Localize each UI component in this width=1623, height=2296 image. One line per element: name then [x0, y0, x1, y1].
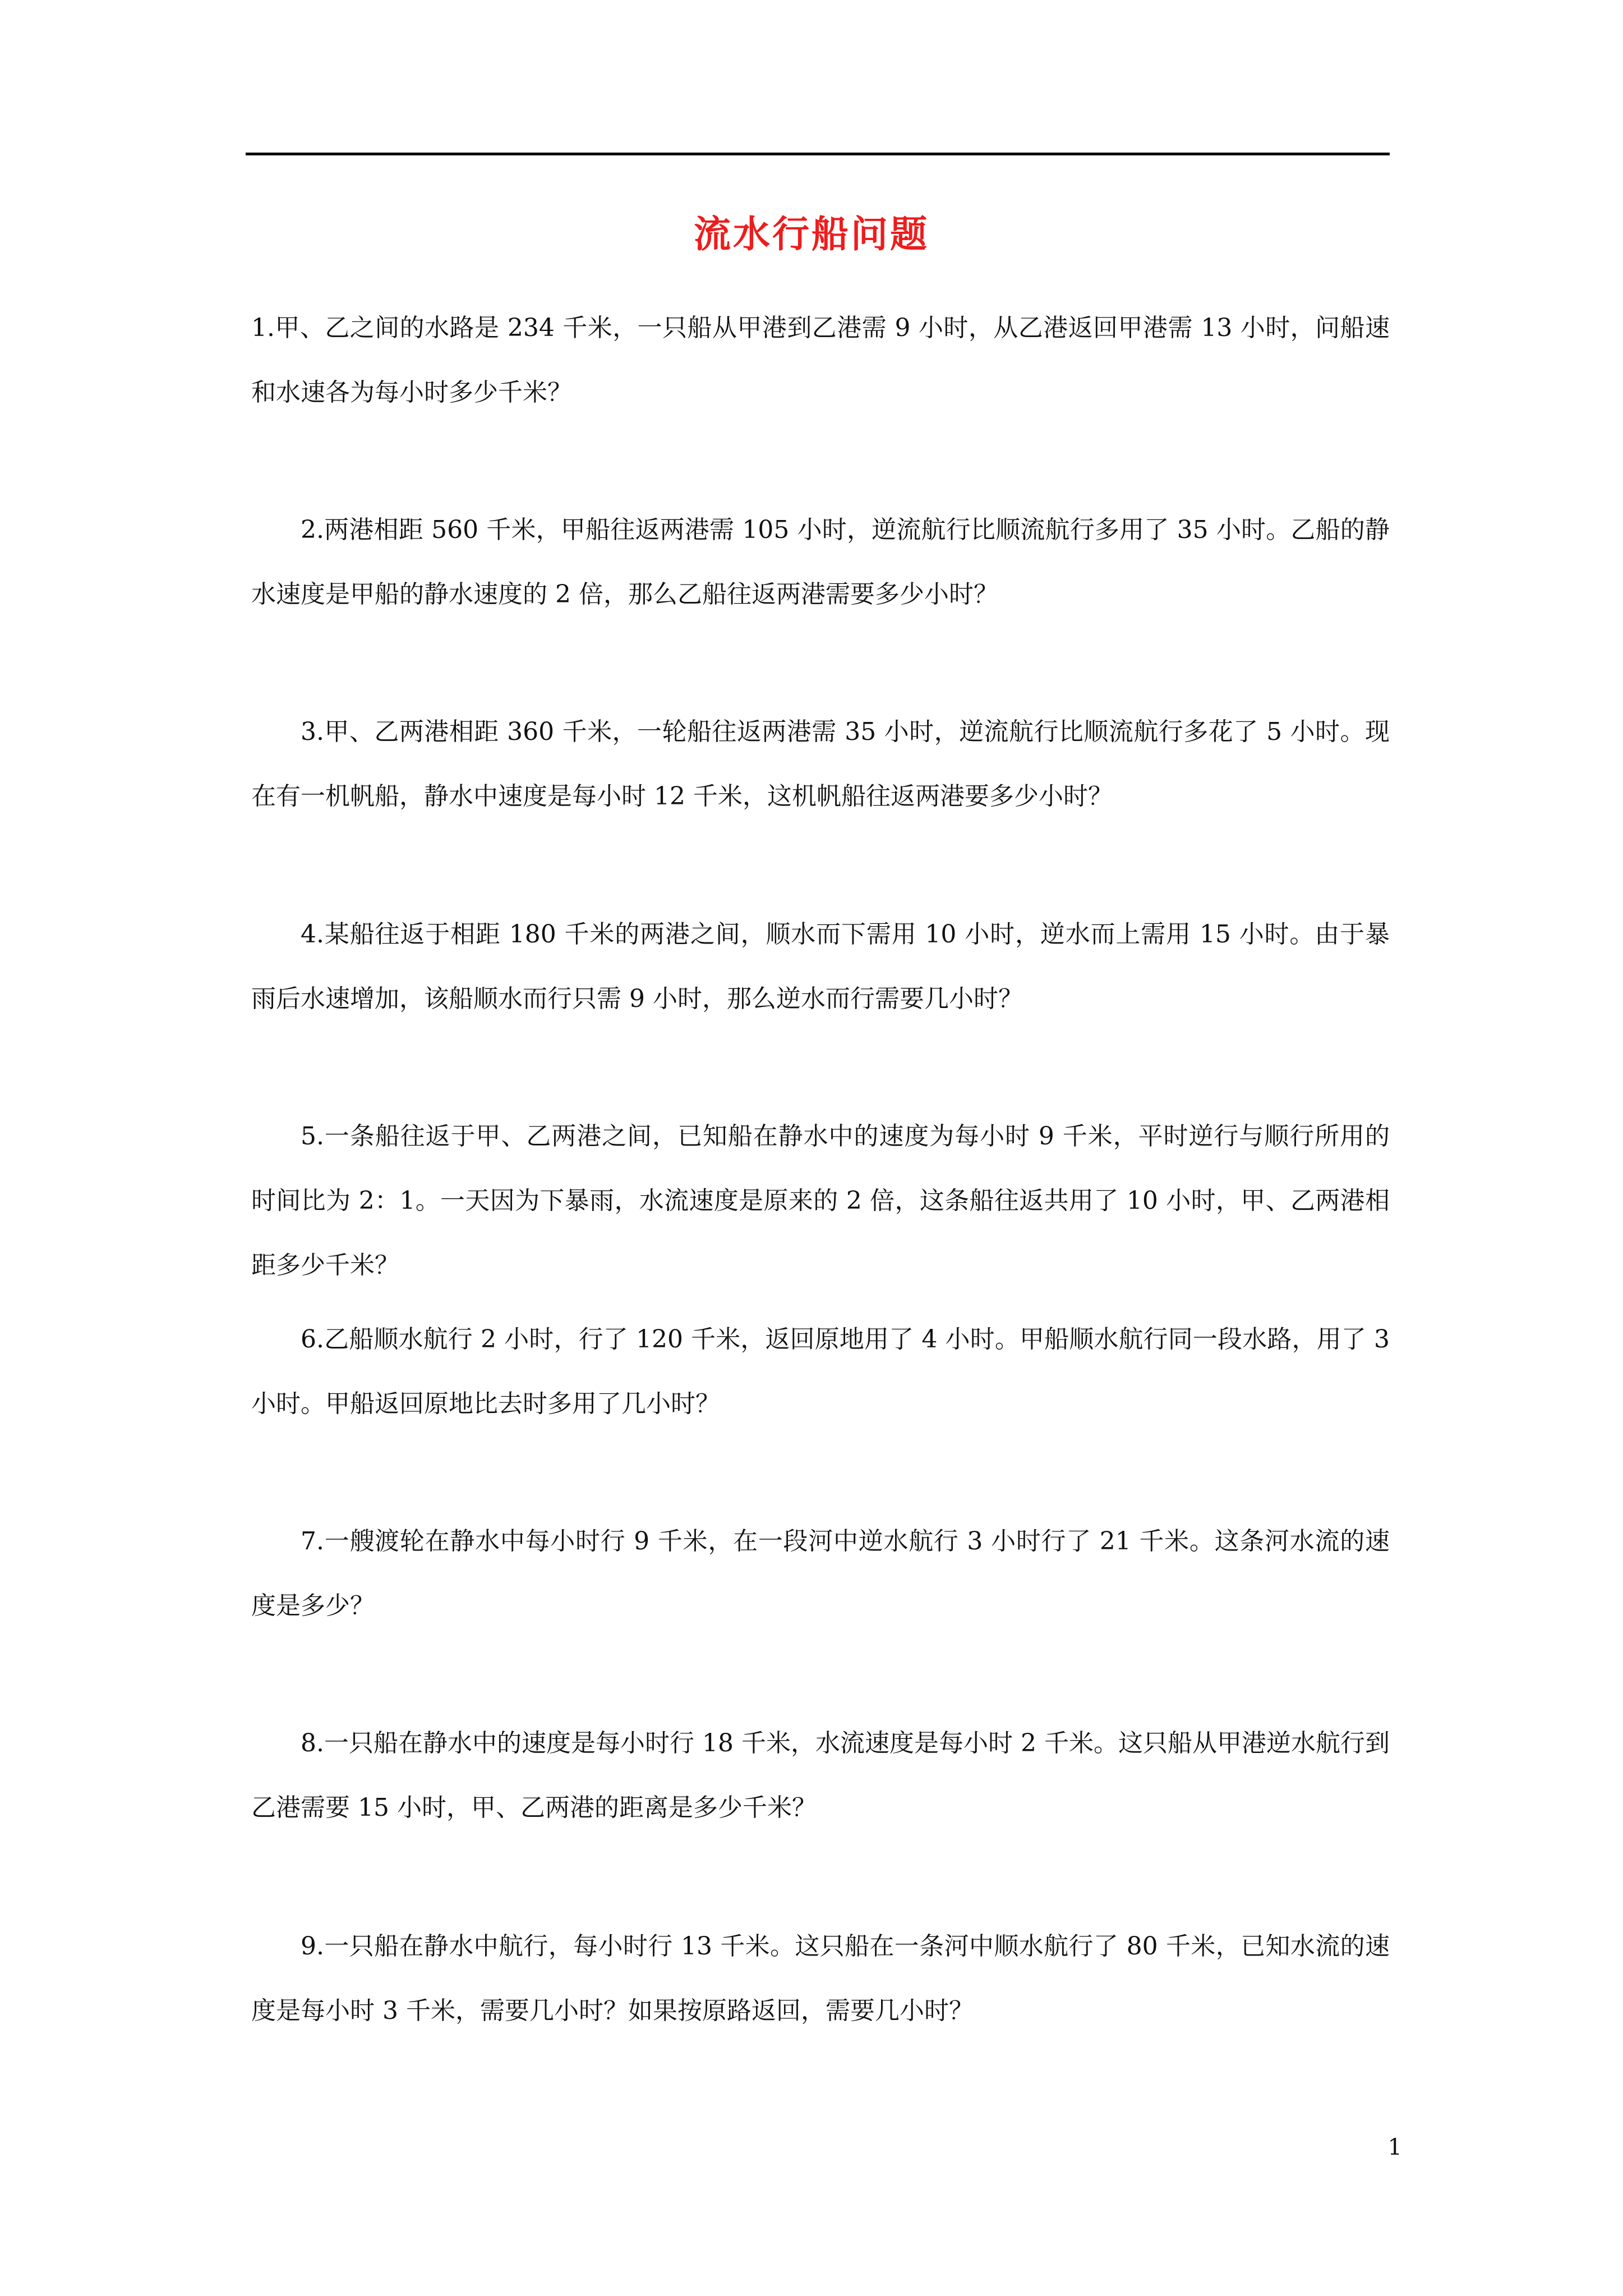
question-7: 7.一艘渡轮在静水中每小时行 9 千米，在一段河中逆水航行 3 小时行了 21 千米。这条河水流的速度是多少？: [251, 1527, 1390, 1620]
question-9: 9.一只船在静水中航行，每小时行 13 千米。这只船在一条河中顺水航行了 80 千米，已知水流的速度是每小时 3 千米，需要几小时？如果按原路返回，需要几小时？: [251, 1932, 1390, 2025]
question-3: 3.甲、乙两港相距 360 千米，一轮船往返两港需 35 小时，逆流航行比顺流航行多花了 5 小时。现在有一机帆船，静水中速度是每小时 12 千米，这机帆船往返两港要多少小时？: [251, 717, 1390, 811]
header-rule: [246, 153, 1390, 155]
page-number: 1: [1387, 2134, 1402, 2160]
question-6: 6.乙船顺水航行 2 小时，行了 120 千米，返回原地用了 4 小时。甲船顺水航行同一段水路，用了 3 小时。甲船返回原地比去时多用了几小时？: [251, 1325, 1390, 1418]
question-1: 1.甲、乙之间的水路是 234 千米，一只船从甲港到乙港需 9 小时，从乙港返回甲港需 13 小时，问船速和水速各为每小时多少千米？: [251, 314, 1390, 407]
question-8: 8.一只船在静水中的速度是每小时行 18 千米，水流速度是每小时 2 千米。这只船从甲港逆水航行到乙港需要 15 小时，甲、乙两港的距离是多少千米？: [251, 1729, 1390, 1822]
question-5: 5.一条船往返于甲、乙两港之间，已知船在静水中的速度为每小时 9 千米，平时逆行与顺行所用的时间比为 2：1。一天因为下暴雨，水流速度是原来的 2 倍，这条船往返共用了 10 小时，甲、乙两港相距多少千米？: [251, 1122, 1390, 1280]
question-2: 2.两港相距 560 千米，甲船往返两港需 105 小时，逆流航行比顺流航行多用了 35 小时。乙船的静水速度是甲船的静水速度的 2 倍，那么乙船往返两港需要多少小时？: [251, 516, 1390, 609]
page-title: 流水行船问题: [694, 212, 929, 256]
question-4: 4.某船往返于相距 180 千米的两港之间，顺水而下需用 10 小时，逆水而上需用 15 小时。由于暴雨后水速增加，该船顺水而行只需 9 小时，那么逆水而行需要几小时？: [251, 920, 1390, 1013]
